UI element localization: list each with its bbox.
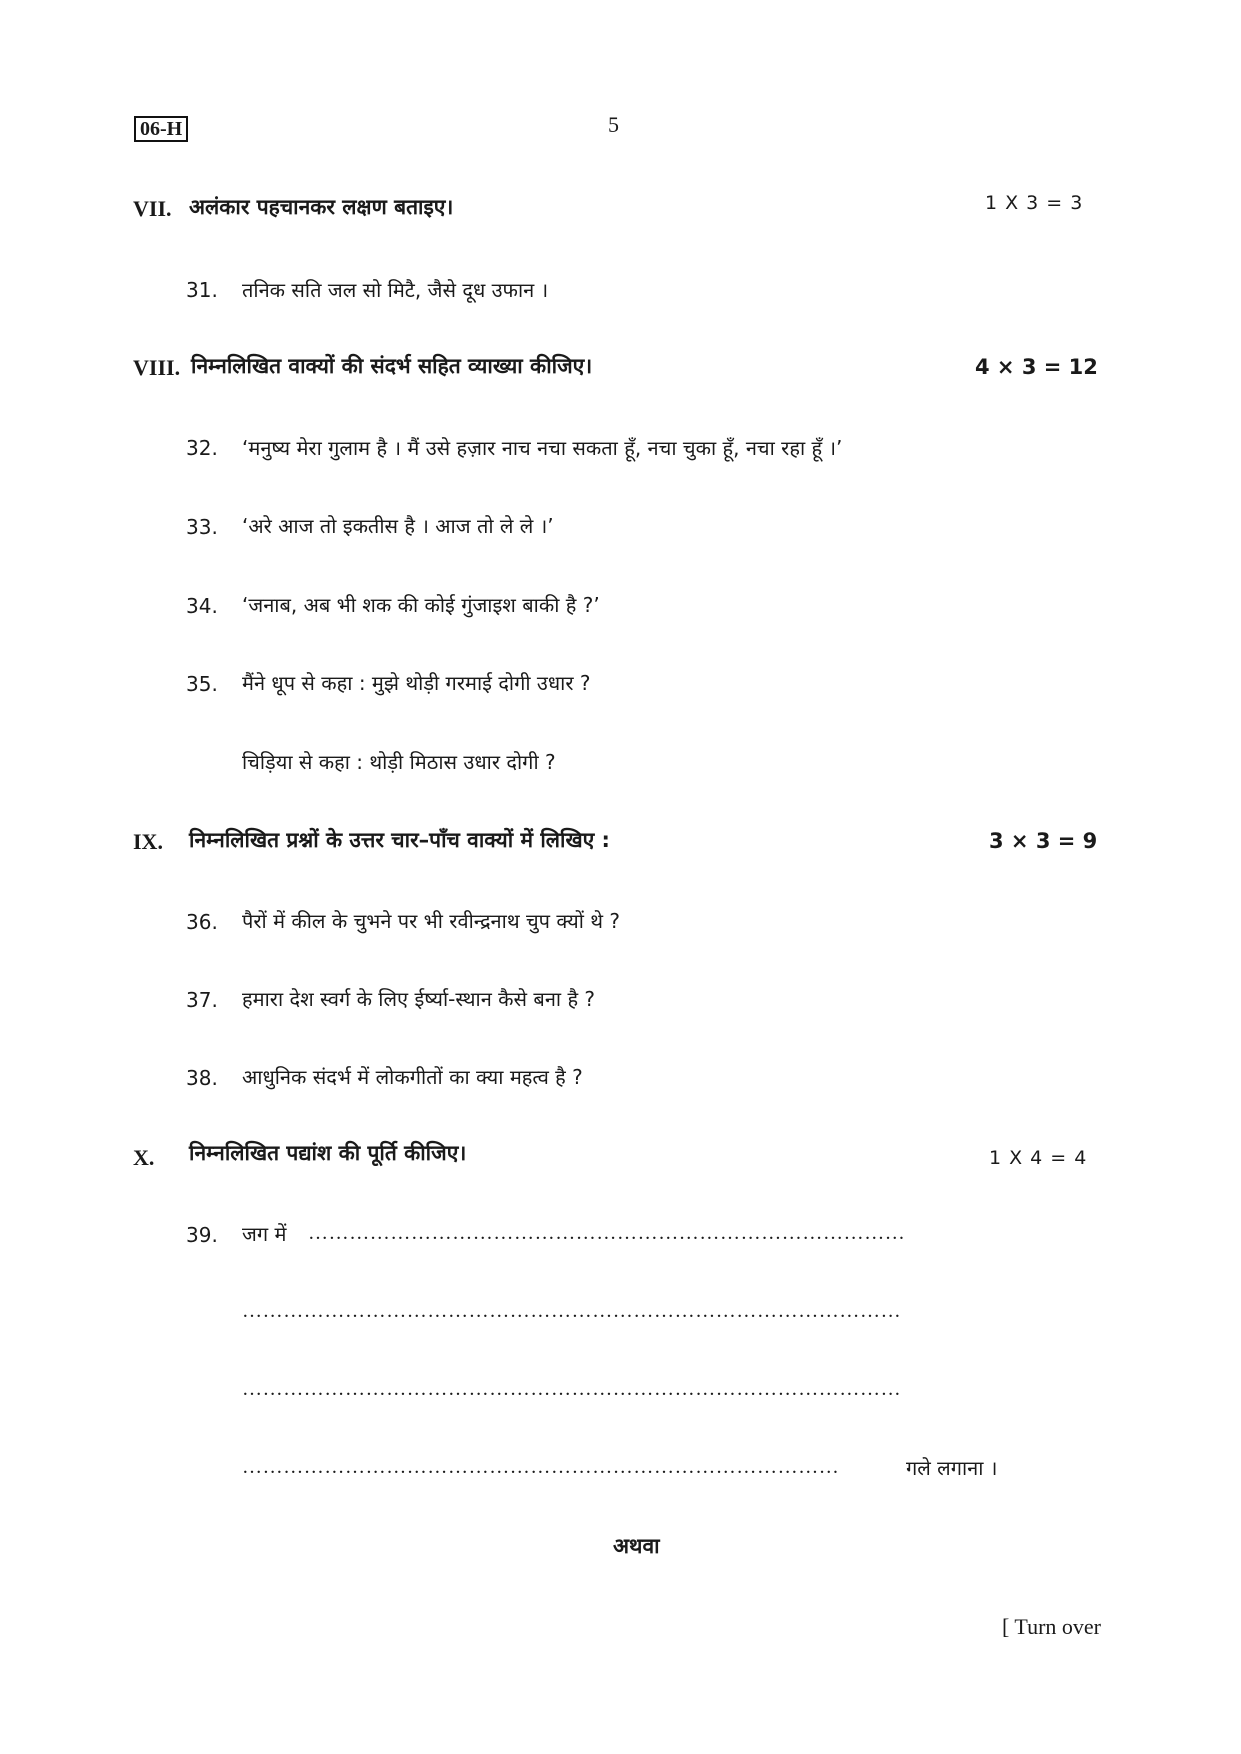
question-number-32: 32.: [186, 436, 218, 460]
question-text-38: आधुनिक संदर्भ में लोकगीतों का क्या महत्व है ?: [242, 1065, 583, 1089]
question-text-39-start: जग में: [242, 1222, 287, 1246]
question-text-32: ‘मनुष्य मेरा गुलाम है । मैं उसे हज़ार नाच नचा सकता हूँ, नचा चुका हूँ, नचा रहा हूँ ।’: [242, 436, 843, 460]
question-text-36: पैरों में कील के चुभने पर भी रवीन्द्रनाथ चुप क्यों थे ?: [242, 909, 620, 933]
fill-blank-line-4: ……………………………………………………………………………: [242, 1456, 840, 1478]
section-number-vii: VII.: [133, 196, 172, 221]
section-number-x: X.: [133, 1145, 155, 1170]
question-number-35: 35.: [186, 672, 218, 696]
section-title-viii: निम्नलिखित वाक्यों की संदर्भ सहित व्याख्या कीजिए।: [191, 354, 593, 378]
section-number-ix: IX.: [133, 829, 163, 854]
question-text-35-line2: चिड़िया से कहा : थोड़ी मिठास उधार दोगी ?: [242, 750, 556, 774]
fill-blank-line-2: ……………………………………………………………………………………: [242, 1300, 902, 1322]
question-number-39: 39.: [186, 1223, 218, 1247]
question-number-37: 37.: [186, 988, 218, 1012]
question-number-36: 36.: [186, 910, 218, 934]
page-number: 5: [608, 112, 619, 137]
question-text-39-end: गले लगाना ।: [906, 1456, 998, 1480]
section-title-vii: अलंकार पहचानकर लक्षण बताइए।: [189, 195, 454, 219]
question-number-34: 34.: [186, 594, 218, 618]
question-number-38: 38.: [186, 1066, 218, 1090]
question-number-31: 31.: [186, 278, 218, 302]
section-title-x: निम्नलिखित पद्यांश की पूर्ति कीजिए।: [189, 1141, 467, 1165]
or-label: अथवा: [613, 1534, 660, 1558]
section-number-viii: VIII.: [133, 355, 181, 380]
question-text-34: ‘जनाब, अब भी शक की कोई गुंजाइश बाकी है ?’: [242, 593, 600, 617]
section-title-ix: निम्नलिखित प्रश्नों के उत्तर चार–पाँच वाक्यों में लिखिए :: [189, 828, 610, 852]
section-marks-ix: 3 × 3 = 9: [989, 829, 1098, 853]
question-text-33: ‘अरे आज तो इकतीस है । आज तो ले ले ।’: [242, 514, 554, 538]
fill-blank-line-1: ……………………………………………………………………………: [308, 1222, 906, 1244]
question-text-37: हमारा देश स्वर्ग के लिए ईर्ष्या-स्थान कैसे बना है ?: [242, 987, 596, 1011]
question-text-31: तनिक सति जल सो मिटै, जैसे दूध उफान ।: [242, 278, 549, 302]
paper-code: 06-H: [134, 116, 188, 142]
section-marks-x: 1 X 4 = 4: [989, 1147, 1088, 1169]
section-marks-vii: 1 X 3 = 3: [985, 192, 1084, 214]
section-marks-viii: 4 × 3 = 12: [975, 355, 1098, 379]
fill-blank-line-3: ……………………………………………………………………………………: [242, 1378, 902, 1400]
question-text-35-line1: मैंने धूप से कहा : मुझे थोड़ी गरमाई दोगी उधार ?: [242, 671, 591, 695]
turn-over-note: [ Turn over: [1001, 1614, 1101, 1639]
question-number-33: 33.: [186, 515, 218, 539]
